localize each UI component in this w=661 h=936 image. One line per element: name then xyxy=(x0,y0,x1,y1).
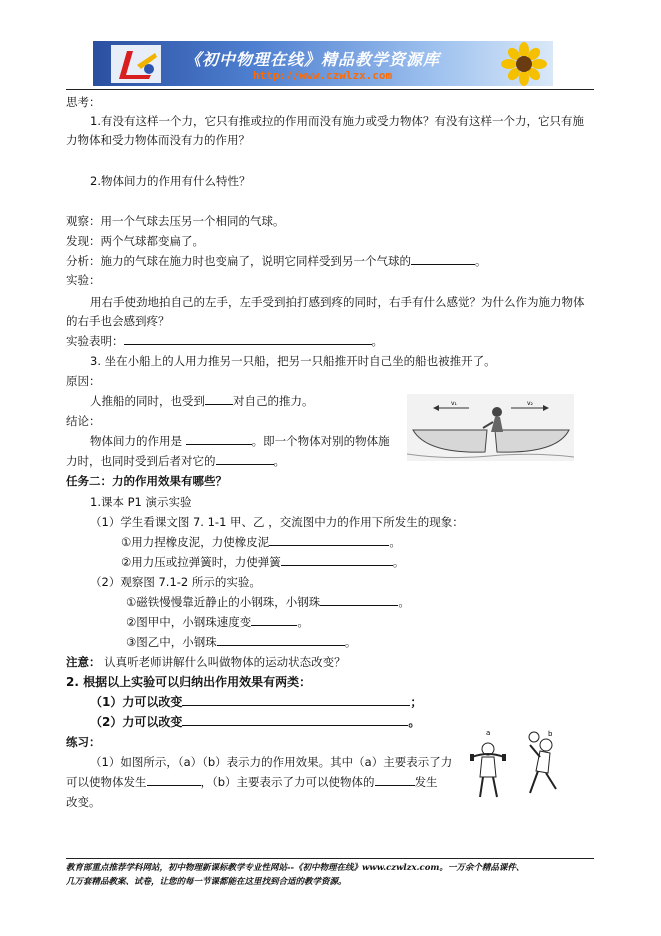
magnet-item-3 xyxy=(126,634,356,650)
force-label-b: b xyxy=(548,730,553,738)
magnet-item-2-end: 。 xyxy=(297,615,309,629)
boat-scenario: 3. 坐在小船上的人用力推另一只船，把另一只船推开时自己坐的船也被推开了。 xyxy=(90,354,496,368)
boat-push-figure xyxy=(407,394,574,461)
summary-item-2-blank[interactable] xyxy=(182,714,408,726)
conclusion-text-a: 物体间力的作用是 xyxy=(90,434,182,448)
analysis-text xyxy=(66,253,487,269)
sunflower-icon xyxy=(495,42,553,86)
analysis-text-a: 分析：施力的气球在施力时也变扁了，说明它同样受到另一个气球的 xyxy=(66,254,411,268)
practice-blank-2[interactable] xyxy=(375,774,415,786)
conclusion-blank-2[interactable] xyxy=(216,453,274,465)
demo-item-clay-blank[interactable] xyxy=(269,534,389,546)
header-rule xyxy=(66,89,594,90)
boat-label-v2: v₂ xyxy=(527,400,533,407)
practice-text-b: ，（b）主要表示了力可以使物体的 xyxy=(200,775,375,789)
experiment-line-2: 的右手也会感到疼？ xyxy=(66,314,170,328)
footer-rule xyxy=(66,858,594,859)
conclusion-line-2 xyxy=(66,453,285,469)
banner-url[interactable]: http://www.czwlzx.com xyxy=(253,69,393,82)
magnet-item-2-blank[interactable] xyxy=(251,614,297,626)
conclusion-heading: 结论： xyxy=(66,414,101,428)
analysis-text-b: 。 xyxy=(475,254,487,268)
footer-line-1: 教育部重点推荐学科网站，初中物理新课标教学专业性网站--《初中物理在线》www.czwlzx.com。一万余个精品课件、 xyxy=(66,863,525,873)
summary-item-1-text: （1）力可以改变 xyxy=(90,695,183,709)
experiment-result xyxy=(66,333,383,349)
magnet-item-2-text: ②图甲中，小钢珠速度变 xyxy=(126,615,252,629)
experiment-result-end: 。 xyxy=(371,334,383,348)
note-label: 注意： xyxy=(66,655,101,669)
magnet-item-1-end: 。 xyxy=(398,595,410,609)
demo-item-clay-end: 。 xyxy=(389,535,401,549)
demo-item-spring-end: 。 xyxy=(392,555,405,569)
conclusion-text-c: 力时，也同时受到后者对它的 xyxy=(66,454,216,468)
force-label-a: a xyxy=(486,729,491,737)
question-2: 2.物体间力的作用有什么特性？ xyxy=(90,174,251,188)
note-line xyxy=(66,654,346,670)
conclusion-line-1 xyxy=(90,433,390,449)
task-2-heading: 任务二：力的作用效果有哪些？ xyxy=(66,474,227,488)
summary-heading: 2. 根据以上实验可以归纳出作用效果有两类： xyxy=(66,675,312,689)
magnet-item-1 xyxy=(126,594,410,610)
experiment-result-label: 实验表明： xyxy=(66,334,124,348)
magnet-item-1-text: ①磁铁慢慢靠近静止的小钢珠，小钢珠 xyxy=(126,595,321,609)
summary-item-2-end: 。 xyxy=(408,715,421,729)
practice-line-3: 改变。 xyxy=(66,795,101,809)
demo-step-2: （2）观察图 7.1-2 所示的实验。 xyxy=(90,575,261,589)
observe-text: 观察：用一个气球去压另一个相同的气球。 xyxy=(66,214,285,228)
question-1-line-1: 1.有没有这样一个力，它只有推或拉的作用而没有施力或受力物体？有没有这样一个力，它只有施 xyxy=(90,114,584,128)
practice-heading: 练习： xyxy=(66,735,101,749)
reason-text-b: 对自己的推力。 xyxy=(233,394,314,408)
conclusion-blank-1[interactable] xyxy=(186,433,252,445)
practice-blank-1[interactable] xyxy=(147,774,201,786)
reason-heading: 原因： xyxy=(66,374,101,388)
reason-text-a: 人推船的同时，也受到 xyxy=(90,394,205,408)
discovery-text: 发现：两个气球都变扁了。 xyxy=(66,234,204,248)
experiment-result-blank[interactable] xyxy=(124,333,372,345)
question-1-line-2: 力物体和受力物体而没有力的作用？ xyxy=(66,133,250,147)
summary-item-1 xyxy=(90,694,422,710)
note-text: 认真听老师讲解什么叫做物体的运动状态改变？ xyxy=(100,655,346,669)
reason-text xyxy=(90,393,314,409)
summary-item-2 xyxy=(90,714,420,730)
demo-item-spring xyxy=(121,554,404,570)
demo-item-spring-blank[interactable] xyxy=(281,554,393,566)
demo-item-clay-text: ①用力捏橡皮泥，力使橡皮泥 xyxy=(121,535,270,549)
magnet-item-3-text: ③图乙中，小钢珠 xyxy=(126,635,217,649)
summary-item-1-end: ； xyxy=(410,695,423,709)
analysis-blank[interactable] xyxy=(411,253,475,265)
experiment-heading: 实验： xyxy=(66,273,101,287)
demo-experiment: 1.课本 P1 演示实验 xyxy=(90,495,192,509)
summary-item-1-blank[interactable] xyxy=(182,694,410,706)
demo-item-spring-text: ②用力压或拉弹簧时，力使弹簧 xyxy=(121,555,281,569)
conclusion-text-d: 。 xyxy=(273,454,285,468)
force-effect-figure xyxy=(470,727,568,801)
summary-item-2-text: （2）力可以改变 xyxy=(90,715,183,729)
reason-blank[interactable] xyxy=(205,393,233,405)
practice-text-c: 发生 xyxy=(414,775,438,789)
experiment-line-1: 用右手使劲地拍自己的左手，左手受到拍打感到疼的同时，右手有什么感觉？为什么作为施力物体 xyxy=(90,295,585,309)
magnet-item-3-blank[interactable] xyxy=(217,634,345,646)
demo-item-clay xyxy=(121,534,401,550)
magnet-item-2 xyxy=(126,614,309,630)
boat-label-v1: v₁ xyxy=(451,400,457,407)
footer-line-2: 几万套精品教案、试卷，让您的每一节课都能在这里找到合适的教学资源。 xyxy=(66,877,347,887)
practice-line-2 xyxy=(66,774,438,790)
banner-title: 《初中物理在线》精品教学资源库 xyxy=(185,50,441,69)
conclusion-text-b: 。即一个物体对别的物体施 xyxy=(251,434,390,448)
magnet-item-3-end: 。 xyxy=(344,635,357,649)
site-logo-icon xyxy=(111,45,161,83)
demo-step-1: （1）学生看课文图 7. 1-1 甲、乙 ，交流图中力的作用下所发生的现象： xyxy=(90,515,464,529)
practice-line-1: （1）如图所示，（a）（b）表示力的作用效果。其中（a）主要表示了力 xyxy=(90,755,453,769)
header-banner xyxy=(93,41,553,86)
think-heading: 思考： xyxy=(66,95,101,109)
magnet-item-1-blank[interactable] xyxy=(320,594,398,606)
practice-text-a: 可以使物体发生 xyxy=(66,775,147,789)
